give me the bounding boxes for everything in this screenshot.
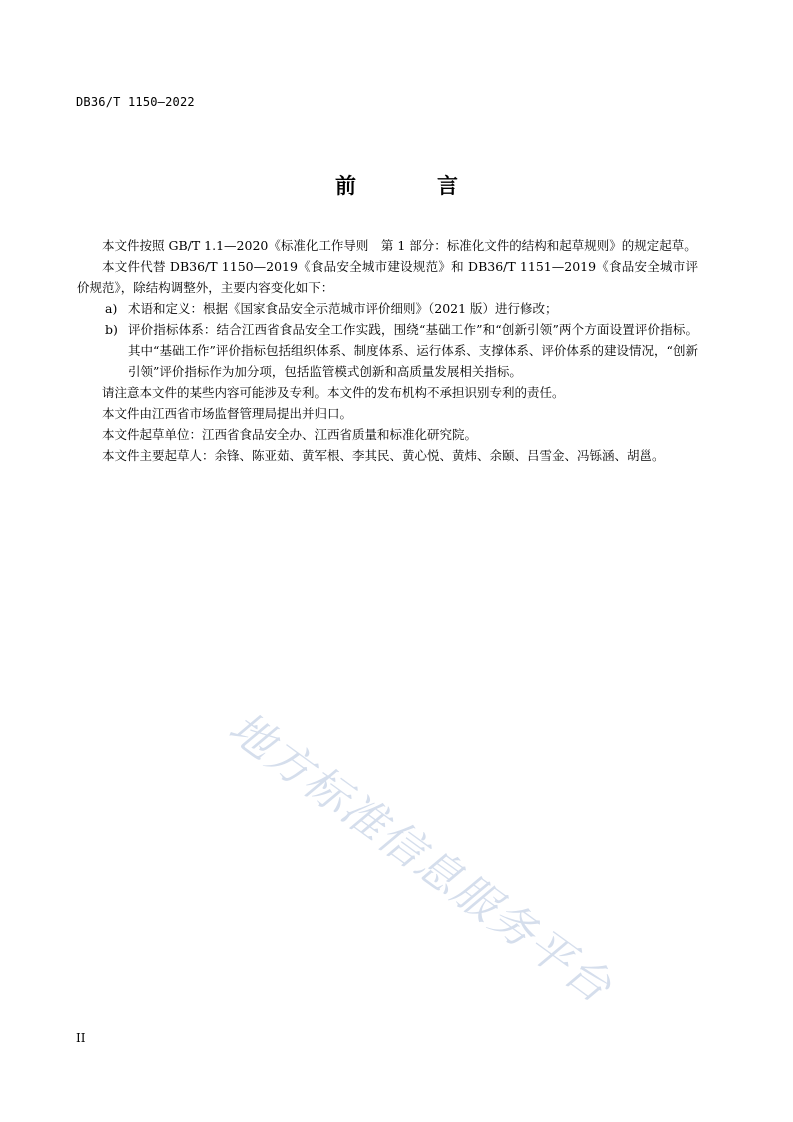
paragraph-drafters: 本文件主要起草人：余锋、陈亚茹、黄军根、李其民、黄心悦、黄炜、余颐、吕雪金、冯铄涵、胡邕。 — [102, 448, 665, 463]
list-item-text: 术语和定义：根据《国家食品安全示范城市评价细则》（2021 版）进行修改； — [128, 301, 558, 316]
list-item-text: 评价指标体系：结合江西省食品安全工作实践，围绕“基础工作”和“创新引领”两个方面设置评价指标。其中“基础工作”评价指标包括组织体系、制度体系、运行体系、支撑体系、评价体系的建设情况，“创新引领”评价指标作为加分项，包括监管模式创新和高质量发展相关指标。 — [128, 322, 698, 379]
paragraph-drafting-rules: 本文件按照 GB/T 1.1—2020《标准化工作导则 第 1 部分：标准化文件的结构和起草规则》的规定起草。 — [102, 238, 697, 253]
paragraph-replacement: 本文件代替 DB36/T 1150—2019《食品安全城市建设规范》和 DB36/T 1151—2019《食品安全城市评价规范》，除结构调整外，主要内容变化如下： — [77, 259, 698, 295]
page-number: II — [76, 1031, 86, 1045]
list-item — [77, 319, 698, 382]
page-title: 前 言 — [335, 174, 488, 198]
watermark: 地方标准信息服务平台 — [219, 702, 622, 1014]
list-item-marker: a) — [105, 301, 118, 316]
paragraph-proposer: 本文件由江西省市场监督管理局提出并归口。 — [102, 406, 353, 421]
paragraph-drafting-units: 本文件起草单位：江西省食品安全办、江西省质量和标准化研究院。 — [102, 427, 478, 442]
foreword-body — [77, 235, 698, 466]
list-item-marker: b) — [105, 322, 118, 337]
paragraph-patent-notice: 请注意本文件的某些内容可能涉及专利。本文件的发布机构不承担识别专利的责任。 — [102, 385, 565, 400]
list-item — [77, 298, 698, 319]
document-code: DB36/T 1150—2022 — [76, 95, 195, 109]
